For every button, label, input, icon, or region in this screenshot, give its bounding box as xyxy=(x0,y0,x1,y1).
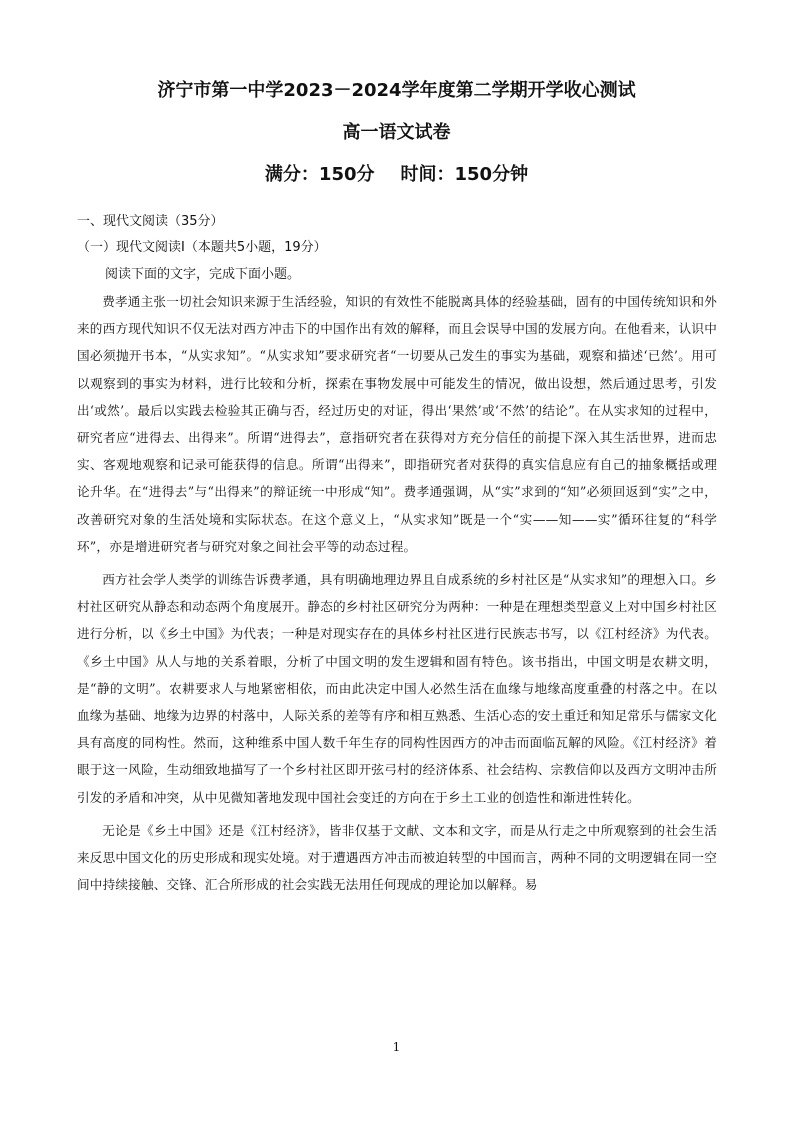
reading-instruction: 阅读下面的文字，完成下面小题。 xyxy=(105,267,301,282)
passage-paragraph: 西方社会学人类学的训练告诉费孝通，具有明确地理边界且自成系统的乡村社区是“从实求知”的理想入口。乡村社区研究从静态和动态两个角度展开。静态的乡村社区研究分为两种：一种是在理想类型意义上对中国乡村社区进行分析，以《乡土中国》为代表；一种是对现实存在的具体乡村社区进行民族志书写，以《江村经济》为代表。《乡土中国》从人与地的关系着眼，分析了中国文明的发生逻辑和固有特色。该书指出，中国文明是农耕文明，是“静的文明”。农耕要求人与地紧密相依，而由此决定中国人必然生活在血缘与地缘高度重叠的村落之中。在以血缘为基础、地缘为边界的村落中，人际关系的差等有序和相互熟悉、生活心态的安土重迁和知足常乐与儒家文化具有高度的同构性。然而，这种维系中国人数千年生存的同构性因西方的冲击而面临瓦解的风险。《江村经济》着眼于这一风险，生动细致地描写了一个乡村社区即开弦弓村的经济体系、社会结构、宗教信仰以及西方文明冲击所引发的矛盾和冲突，从中见微知著地发现中国社会变迁的方向在于乡土工业的创造性和渐进性转化。 xyxy=(77,572,717,805)
exam-subject-title: 高一语文试卷 xyxy=(342,122,451,143)
time-limit-label: 时间：150分钟 xyxy=(400,164,529,185)
subsection-heading: （一）现代文阅读Ⅰ（本题共5小题，19分） xyxy=(77,240,327,255)
score-time-line xyxy=(0,160,793,186)
full-score-label: 满分：150分 xyxy=(264,164,375,185)
page-number: 1 xyxy=(392,1040,401,1054)
section-heading: 一、现代文阅读（35分） xyxy=(77,214,224,229)
reading-passage xyxy=(77,288,717,904)
passage-paragraph: 费孝通主张一切社会知识来源于生活经验，知识的有效性不能脱离具体的经验基础，固有的中国传统知识和外来的西方现代知识不仅无法对西方冲击下的中国作出有效的解释，而且会误导中国的发展方向。在他看来，认识中国必须抛开书本，“从实求知”。“从实求知”要求研究者“一切要从己发生的事实为基础，观察和描述‘已然’。用可以观察到的事实为材料，进行比较和分析，探索在事物发展中可能发生的情况，做出设想，然后通过思考，引发出‘或然’。最后以实践去检验其正确与否，经过历史的对证，得出‘果然’或‘不然’的结论”。在从实求知的过程中，研究者应“进得去、出得来”。所谓“进得去”，意指研究者在获得对方充分信任的前提下深入其生活世界，进而忠实、客观地观察和记录可能获得的信息。所谓“出得来”，即指研究者对获得的真实信息应有自己的抽象概括或理论升华。在“进得去”与“出得来”的辩证统一中形成“知”。费孝通强调，从“实”求到的“知”必须回返到“实”之中，改善研究对象的生活处境和实际状态。在这个意义上，“从实求知”既是一个“实——知——实”循环往复的“科学环”，亦是增进研究者与研究对象之间社会平等的动态过程。 xyxy=(77,294,717,554)
exam-title: 济宁市第一中学2023－2024学年度第二学期开学收心测试 xyxy=(157,80,636,101)
passage-paragraph: 无论是《乡土中国》还是《江村经济》，皆非仅基于文献、文本和文字，而是从行走之中所观察到的社会生活来反思中国文化的历史形成和现实处境。对于遭遇西方冲击而被迫转型的中国而言，两种不同的文明逻辑在同一空间中持续接触、交锋、汇合所形成的社会实践无法用任何现成的理论加以解释。易 xyxy=(77,822,717,893)
